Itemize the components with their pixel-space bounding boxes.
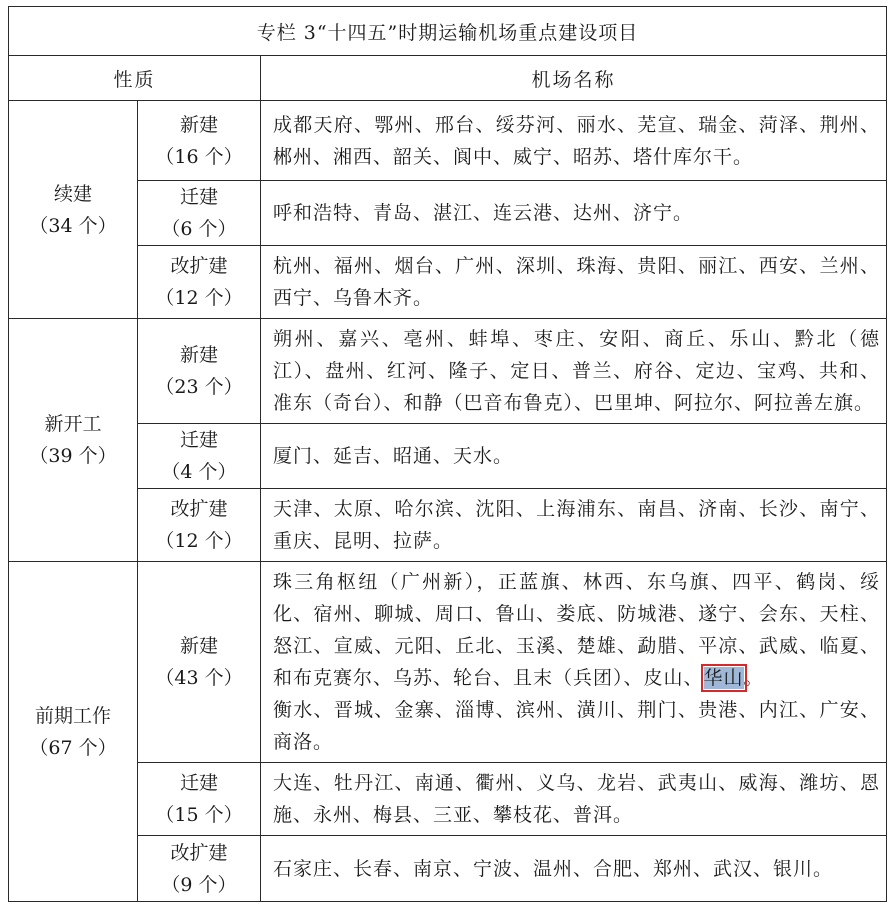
subtype-count: （23 个） xyxy=(155,376,243,398)
subtype-count: （16 个） xyxy=(155,145,243,168)
subtype-expand xyxy=(138,246,261,319)
airport-names: 厦门、延吉、昭通、天水。 xyxy=(273,445,514,467)
category-label: 新开工 xyxy=(44,413,102,435)
subtype-new xyxy=(138,319,261,424)
subtype-expand xyxy=(138,489,261,562)
airport-names: 朔州、嘉兴、亳州、蚌埠、枣庄、安阳、商丘、乐山、黔北（德江）、盘州、红河、隆子、定日、普兰、府谷、定边、宝鸡、共和、准东（奇台）、和静（巴音布鲁克）、巴里坤、阿拉尔、阿拉善左旗。 xyxy=(273,328,881,414)
subtype-relocate xyxy=(138,424,261,489)
subtype-count: （9 个） xyxy=(161,873,237,896)
subtype-label: 新建 xyxy=(179,635,218,657)
airport-names: 天津、太原、哈尔滨、沈阳、上海浦东、南昌、济南、长沙、南宁、重庆、昆明、拉萨。 xyxy=(273,498,881,552)
subtype-label: 改扩建 xyxy=(170,498,228,520)
header-nature: 性质 xyxy=(9,56,261,101)
category-label: 前期工作 xyxy=(34,704,111,727)
airport-names: 珠三角枢纽（广州新），正蓝旗、林西、东乌旗、四平、鹤岗、绥化、宿州、聊城、周口、鲁山、娄底、防城港、遂宁、会东、天柱、怒江、宣威、元阳、丘北、玉溪、楚雄、勐腊、平凉、武威、临夏、和布克赛尔、乌苏、轮台、且末（兵团）、皮山、 xyxy=(273,571,881,689)
airport-list xyxy=(261,424,887,489)
category-count: （34 个） xyxy=(29,214,117,237)
subtype-label: 新建 xyxy=(179,113,218,136)
airport-list xyxy=(261,246,887,319)
airport-list xyxy=(261,836,887,902)
airport-names-end: 。 xyxy=(743,667,764,689)
airport-list xyxy=(261,763,887,836)
subtype-new xyxy=(138,562,261,763)
airport-names: 大连、牡丹江、南通、衢州、义乌、龙岩、武夷山、威海、潍坊、恩施、永州、梅县、三亚、攀枝花、普洱。 xyxy=(273,772,881,826)
airport-names: 石家庄、长春、南京、宁波、温州、合肥、郑州、武汉、银川。 xyxy=(273,857,834,880)
subtype-label: 新建 xyxy=(179,344,218,366)
airport-list xyxy=(261,562,887,763)
subtype-label: 改扩建 xyxy=(170,255,228,277)
category-count: （67 个） xyxy=(29,736,117,759)
airport-list xyxy=(261,319,887,424)
header-airport-names: 机场名称 xyxy=(261,56,887,101)
table-title: 专栏 3“十四五”时期运输机场重点建设项目 xyxy=(9,7,887,56)
airport-names-line2: 衡水、晋城、金寨、淄博、滨州、潢川、荆门、贵港、内江、广安、商洛。 xyxy=(273,699,881,753)
subtype-count: （12 个） xyxy=(155,287,243,309)
airport-names: 呼和浩特、青岛、湛江、连云港、达州、济宁。 xyxy=(273,202,694,224)
airport-projects-table xyxy=(8,6,887,902)
airport-names: 成都天府、鄂州、邢台、绥芬河、丽水、芜宣、瑞金、菏泽、荆州、郴州、湘西、韶关、阆中、威宁、昭苏、塔什库尔干。 xyxy=(273,113,881,168)
category-new-start xyxy=(9,319,138,562)
subtype-new xyxy=(138,101,261,181)
subtype-label: 改扩建 xyxy=(170,841,228,864)
subtype-count: （43 个） xyxy=(155,667,243,689)
subtype-label: 迁建 xyxy=(179,429,218,451)
airport-list xyxy=(261,101,887,181)
subtype-count: （4 个） xyxy=(161,461,237,483)
category-continued xyxy=(9,101,138,319)
subtype-label: 迁建 xyxy=(179,772,218,794)
subtype-count: （12 个） xyxy=(155,530,243,552)
airport-list xyxy=(261,181,887,246)
subtype-label: 迁建 xyxy=(179,186,218,208)
highlighted-airport[interactable]: 华山 xyxy=(703,667,744,689)
subtype-relocate xyxy=(138,763,261,836)
category-label: 续建 xyxy=(53,182,92,205)
airport-names: 杭州、福州、烟台、广州、深圳、珠海、贵阳、丽江、西安、兰州、西宁、乌鲁木齐。 xyxy=(273,255,881,309)
category-count: （39 个） xyxy=(29,445,117,467)
subtype-relocate xyxy=(138,181,261,246)
subtype-expand xyxy=(138,836,261,902)
subtype-count: （15 个） xyxy=(155,804,243,826)
airport-list xyxy=(261,489,887,562)
subtype-count: （6 个） xyxy=(161,218,237,240)
category-preliminary xyxy=(9,562,138,902)
